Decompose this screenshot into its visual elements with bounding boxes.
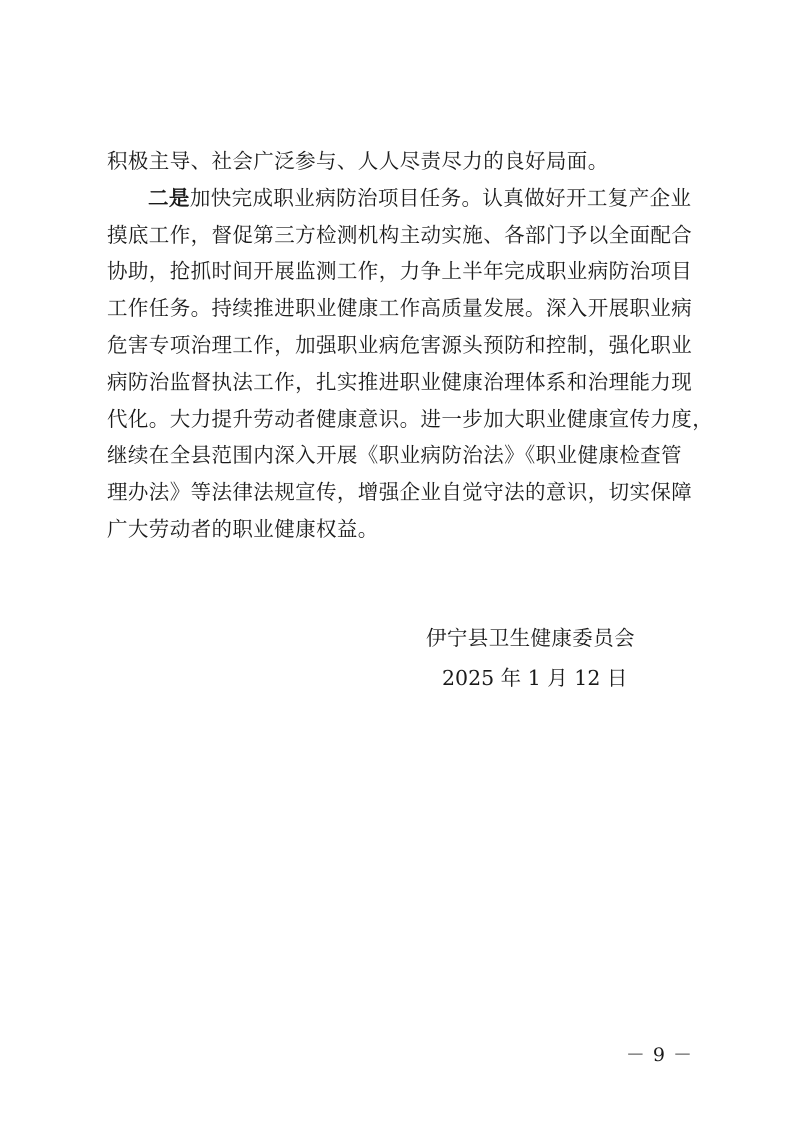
page-number: － 9 － [625, 1044, 693, 1066]
paragraph-2-line: 工作任务。持续推进职业健康工作高质量发展。深入开展职业病 [107, 296, 693, 321]
signature-block [426, 618, 686, 698]
paragraph-2-line: 广大劳动者的职业健康权益。 [107, 516, 379, 541]
paragraph-2-line: 代化。大力提升劳动者健康意识。进一步加大职业健康宣传力度， [107, 406, 714, 431]
issuing-organization: 伊宁县卫生健康委员会 [426, 626, 635, 650]
paragraph-2-line: 理办法》等法律法规宣传，增强企业自觉守法的意识，切实保障 [107, 480, 693, 505]
paragraph-2-line: 病防治监督执法工作，扎实推进职业健康治理体系和治理能力现 [107, 369, 693, 394]
issue-date: 2025 年 1 月 12 日 [442, 666, 628, 690]
paragraph-2-line: 继续在全县范围内深入开展《职业病防治法》《职业健康检查管 [107, 443, 682, 468]
paragraph-2-line: 摸底工作，督促第三方检测机构主动实施、各部门予以全面配合 [107, 222, 693, 247]
paragraph-2-line: 危害专项治理工作，加强职业病危害源头预防和控制，强化职业 [107, 332, 693, 357]
paragraph-2-first-line [107, 180, 693, 217]
body-text [107, 143, 714, 548]
paragraph-2-first-line-text: 加快完成职业病防治项目任务。认真做好开工复产企业 [189, 185, 692, 210]
paragraph-2-line: 协助，抢抓时间开展监测工作，力争上半年完成职业病防治项目 [107, 259, 693, 284]
paragraph-2-lead: 二是 [148, 185, 190, 210]
paragraph-1-line: 积极主导、社会广泛参与、人人尽责尽力的良好局面。 [107, 149, 609, 173]
